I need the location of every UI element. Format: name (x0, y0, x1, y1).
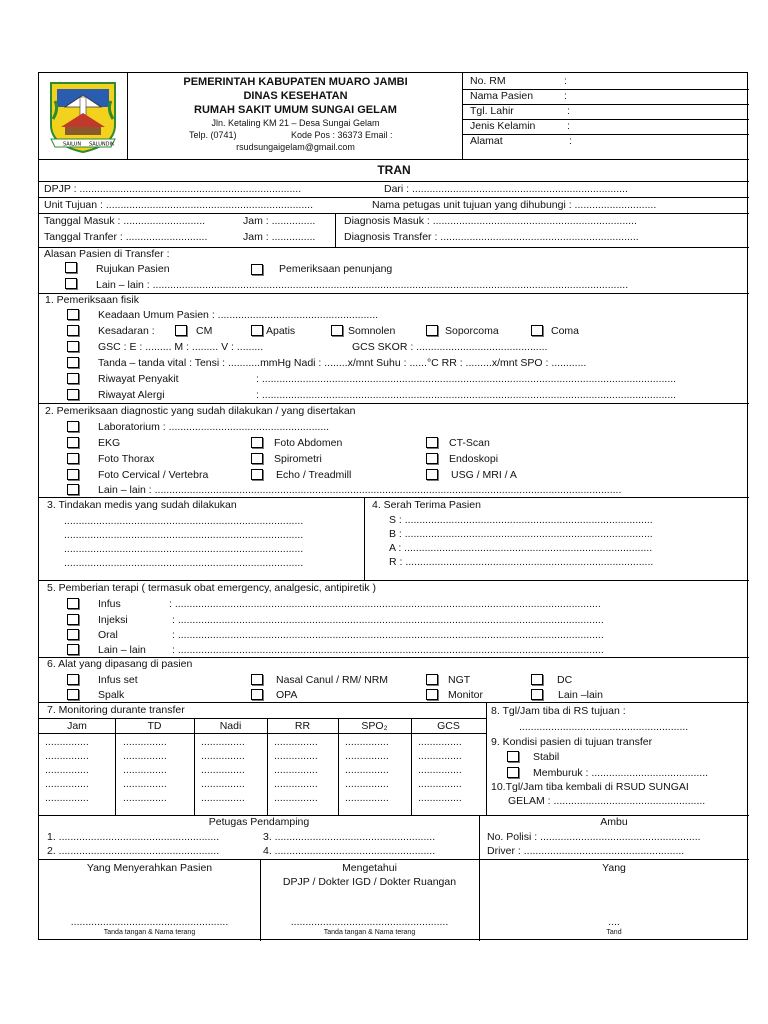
checkbox-usg[interactable] (426, 469, 438, 480)
checkbox-stabil[interactable] (507, 751, 519, 762)
s9-title: 9. Kondisi pasien di tujuan transfer (491, 736, 653, 748)
label-riwayat-penyakit: Riwayat Penyakit (98, 373, 179, 385)
field-tindakan-1[interactable]: .................................................................................. (64, 515, 304, 527)
col-td: TD (147, 720, 162, 732)
label-ekg: EKG (98, 437, 121, 449)
s2-title: 2. Pemeriksaan diagnostic yang sudah dilakukan / yang disertakan (45, 405, 356, 417)
field-tindakan-4[interactable]: .................................................................................. (64, 557, 304, 569)
checkbox-foto-cervical[interactable] (67, 469, 79, 480)
field-injeksi[interactable]: : .................................................................................................................................................. (172, 614, 604, 626)
label-ctscan: CT-Scan (449, 437, 490, 449)
field-terapi-lain[interactable]: : .................................................................................................................................................. (172, 644, 604, 656)
checkbox-keadaan[interactable] (67, 309, 79, 320)
label-monitor: Monitor (448, 689, 484, 701)
label-riwayat-alergi: Riwayat Alergi (98, 389, 165, 401)
cell-spo2-4[interactable]: ............... (345, 778, 389, 790)
cell-rr-5[interactable]: ............... (274, 792, 318, 804)
checkbox-dc[interactable] (531, 674, 543, 685)
sig-mengetahui-title: Mengetahui (342, 862, 397, 874)
ambulan-title: Ambu (600, 816, 628, 828)
field-serah-b[interactable]: B : ..................................................................................... (389, 528, 653, 540)
sig-menerima-caption: Tand (606, 929, 622, 936)
label-coma: Coma (551, 325, 580, 337)
label-foto-thorax: Foto Thorax (98, 453, 155, 465)
col-nadi: Nadi (219, 720, 242, 732)
field-unit-tujuan[interactable]: Unit Tujuan : ....................................................................... (44, 199, 313, 211)
label-somnolen: Somnolen (348, 325, 396, 337)
header-email: rsudsungaigelam@gmail.com (236, 142, 355, 152)
cell-rr-2[interactable]: ............... (274, 750, 318, 762)
header-telp: Telp. (0741) (189, 130, 237, 140)
checkbox-lab[interactable] (67, 421, 79, 432)
field-tiba-kembali[interactable]: GELAM : .................................................... (508, 795, 706, 807)
cell-nadi-4[interactable]: ............... (201, 778, 245, 790)
cell-jam-2[interactable]: ............... (45, 750, 89, 762)
field-diag-lain[interactable]: Lain – lain : ................................................................................................................................................................ (98, 484, 622, 496)
label-nama-pasien: Nama Pasien (470, 90, 534, 102)
label-jenis-kelamin: Jenis Kelamin (470, 120, 536, 132)
header-address: Jln. Ketaling KM 21 – Desa Sungai Gelam (211, 118, 380, 128)
colon: : (564, 75, 567, 87)
checkbox-foto-abdomen[interactable] (251, 437, 263, 448)
cell-jam-5[interactable]: ............... (45, 792, 89, 804)
field-gcs-skor[interactable]: GCS SKOR : ............................................. (352, 341, 548, 353)
label-spalk: Spalk (98, 689, 125, 701)
checkbox-opa[interactable] (251, 689, 263, 700)
cell-td-5[interactable]: ............... (123, 792, 167, 804)
s8-title: 8. Tgl/Jam tiba di RS tujuan : (491, 705, 626, 717)
field-diagnosis-transfer[interactable]: Diagnosis Transfer : .................................................................... (344, 231, 639, 243)
cell-spo2-3[interactable]: ............... (345, 764, 389, 776)
label-oral: Oral (98, 629, 118, 641)
col-rr: RR (294, 720, 311, 732)
checkbox-endoskopi[interactable] (426, 453, 438, 464)
checkbox-cm[interactable] (175, 325, 187, 336)
label-foto-abdomen: Foto Abdomen (274, 437, 343, 449)
cell-nadi-2[interactable]: ............... (201, 750, 245, 762)
header-line3: RUMAH SAKIT UMUM SUNGAI GELAM (194, 104, 397, 116)
label-alamat: Alamat (470, 135, 503, 147)
cell-nadi-3[interactable]: ............... (201, 764, 245, 776)
field-petugas-3[interactable]: 3. ....................................................... (263, 831, 436, 843)
label-spirometri: Spirometri (274, 453, 322, 465)
cell-td-3[interactable]: ............... (123, 764, 167, 776)
checkbox-penunjang[interactable] (251, 264, 263, 275)
cell-spo2-2[interactable]: ............... (345, 750, 389, 762)
checkbox-coma[interactable] (531, 325, 543, 336)
field-diagnosis-masuk[interactable]: Diagnosis Masuk : ...................................................................... (344, 215, 637, 227)
sig-mengetahui-sub: DPJP / Dokter IGD / Dokter Ruangan (282, 876, 457, 888)
field-gsc[interactable]: GSC : E : ......... M : ......... V : ......... (98, 341, 264, 353)
sig-mengetahui-caption: Tanda tangan & Nama terang (323, 929, 416, 936)
field-driver[interactable]: Driver : ....................................................... (487, 845, 685, 857)
svg-text:SALUNDIK: SALUNDIK (89, 141, 115, 148)
label-rujukan: Rujukan Pasien (96, 263, 170, 275)
field-tiba-rs-tujuan[interactable]: .......................................................... (519, 721, 689, 733)
label-no-rm: No. RM (470, 75, 506, 87)
sig-menerima-title: Yang (602, 862, 626, 874)
checkbox-ekg[interactable] (67, 437, 79, 448)
checkbox-riwayat-alergi[interactable] (67, 389, 79, 400)
cell-rr-1[interactable]: ............... (274, 736, 318, 748)
s5-title: 5. Pemberian terapi ( termasuk obat emergency, analgesic, antipiretik ) (47, 582, 376, 594)
checkbox-apatis[interactable] (251, 325, 263, 336)
field-tanda-vital[interactable]: Tanda – tanda vital : Tensi : ...........mmHg Nadi : ........x/mnt Suhu : ......°C RR : .........x/mnt SPO : ............ (98, 357, 587, 369)
s4-title: 4. Serah Terima Pasien (372, 499, 481, 511)
petugas-title: Petugas Pendamping (208, 816, 310, 828)
col-gcs: GCS (437, 720, 460, 732)
header-line1: PEMERINTAH KABUPATEN MUARO JAMBI (183, 76, 408, 88)
cell-nadi-5[interactable]: ............... (201, 792, 245, 804)
label-cm: CM (196, 325, 213, 337)
field-petugas-1[interactable]: 1. ....................................................... (47, 831, 220, 843)
field-laboratorium[interactable]: Laboratorium : ....................................................... (98, 421, 330, 433)
s6-title: 6. Alat yang dipasang di pasien (47, 658, 193, 670)
colon: : (569, 135, 572, 147)
checkbox-injeksi[interactable] (67, 614, 79, 625)
label-echo: Echo / Treadmill (276, 469, 352, 481)
checkbox-echo[interactable] (251, 469, 263, 480)
field-infus[interactable]: : .................................................................................................................................................. (169, 598, 601, 610)
field-dpjp[interactable]: DPJP : ............................................................................ (44, 183, 302, 195)
cell-jam-4[interactable]: ............... (45, 778, 89, 790)
field-petugas-4[interactable]: 4. ....................................................... (263, 845, 436, 857)
form-title: TRAN (377, 163, 411, 177)
cell-rr-4[interactable]: ............... (274, 778, 318, 790)
checkbox-alat-lain[interactable] (531, 689, 543, 700)
field-serah-a[interactable]: A : ..................................................................................... (389, 542, 653, 554)
hospital-logo (43, 79, 123, 155)
s10-line1: 10.Tgl/Jam tiba kembali di RSUD SUNGAI (491, 781, 689, 793)
label-infus: Infus (98, 598, 121, 610)
field-serah-s[interactable]: S : ..................................................................................... (389, 514, 653, 526)
cell-spo2-5[interactable]: ............... (345, 792, 389, 804)
cell-td-4[interactable]: ............... (123, 778, 167, 790)
field-no-polisi[interactable]: No. Polisi : ....................................................... (487, 831, 701, 843)
field-keadaan[interactable]: Keadaan Umum Pasien : ....................................................... (98, 309, 379, 321)
field-jam-masuk[interactable]: Jam : ............... (243, 215, 316, 227)
transfer-form (38, 72, 748, 940)
cell-gcs-5[interactable]: ............... (418, 792, 462, 804)
label-ngt: NGT (448, 674, 471, 686)
label-nasal: Nasal Canul / RM/ NRM (276, 674, 389, 686)
cell-nadi-1[interactable]: ............... (201, 736, 245, 748)
label-usg: USG / MRI / A (451, 469, 517, 481)
label-infus-set: Infus set (98, 674, 138, 686)
cell-td-2[interactable]: ............... (123, 750, 167, 762)
checkbox-riwayat-penyakit[interactable] (67, 373, 79, 384)
cell-jam-3[interactable]: ............... (45, 764, 89, 776)
header-kodepos: Kode Pos : 36373 Email : (291, 130, 393, 140)
field-riwayat-penyakit[interactable]: : .............................................................................................................................................. (256, 373, 677, 385)
field-alasan-lain[interactable]: Lain – lain : ................................................................................................................................................................... (96, 279, 629, 291)
checkbox-ttv[interactable] (67, 357, 79, 368)
checkbox-ngt[interactable] (426, 674, 438, 685)
colon: : (567, 105, 570, 117)
label-kesadaran: Kesadaran : (98, 325, 155, 337)
label-tgl-lahir: Tgl. Lahir (470, 105, 514, 117)
cell-gcs-3[interactable]: ............... (418, 764, 462, 776)
sig-menyerahkan-line[interactable]: ...................................................... (70, 916, 229, 928)
col-jam: Jam (67, 720, 87, 732)
cell-td-1[interactable]: ............... (123, 736, 167, 748)
checkbox-memburuk[interactable] (507, 767, 519, 778)
checkbox-spirometri[interactable] (251, 453, 263, 464)
cell-jam-1[interactable]: ............... (45, 736, 89, 748)
checkbox-soporcoma[interactable] (426, 325, 438, 336)
field-jam-transfer[interactable]: Jam : ............... (243, 231, 316, 243)
cell-gcs-1[interactable]: ............... (418, 736, 462, 748)
s1-title: 1. Pemeriksaan fisik (45, 294, 139, 306)
field-riwayat-alergi[interactable]: : .............................................................................................................................................. (256, 389, 677, 401)
field-oral[interactable]: : .................................................................................................................................................. (172, 629, 604, 641)
checkbox-nasal[interactable] (251, 674, 263, 685)
checkbox-infus-set[interactable] (67, 674, 79, 685)
label-alat-lain: Lain –lain (558, 689, 603, 701)
checkbox-alasan-lain[interactable] (65, 278, 77, 289)
s7-title: 7. Monitoring durante transfer (47, 704, 185, 716)
cell-gcs-2[interactable]: ............... (418, 750, 462, 762)
field-petugas-2[interactable]: 2. ....................................................... (47, 845, 220, 857)
checkbox-infus[interactable] (67, 598, 79, 609)
label-stabil: Stabil (533, 751, 560, 763)
checkbox-ctscan[interactable] (426, 437, 438, 448)
field-dari[interactable]: Dari : .......................................................................... (384, 183, 628, 195)
label-penunjang: Pemeriksaan penunjang (279, 263, 393, 275)
checkbox-gsc[interactable] (67, 341, 79, 352)
checkbox-terapi-lain[interactable] (67, 644, 79, 655)
field-memburuk[interactable]: Memburuk : ........................................ (533, 767, 709, 779)
colon: : (564, 90, 567, 102)
label-endoskopi: Endoskopi (449, 453, 499, 465)
sig-menyerahkan-title: Yang Menyerahkan Pasien (86, 862, 213, 874)
label-opa: OPA (276, 689, 298, 701)
field-serah-r[interactable]: R : ..................................................................................... (389, 556, 654, 568)
checkbox-foto-thorax[interactable] (67, 453, 79, 464)
checkbox-oral[interactable] (67, 629, 79, 640)
label-dc: DC (557, 674, 573, 686)
checkbox-monitor[interactable] (426, 689, 438, 700)
cell-spo2-1[interactable]: ............... (345, 736, 389, 748)
field-tanggal-masuk[interactable]: Tanggal Masuk : ............................ (44, 215, 206, 227)
svg-text:SAILUN: SAILUN (63, 141, 82, 148)
cell-rr-3[interactable]: ............... (274, 764, 318, 776)
cell-gcs-4[interactable]: ............... (418, 778, 462, 790)
checkbox-kesadaran[interactable] (67, 325, 79, 336)
label-injeksi: Injeksi (98, 614, 128, 626)
checkbox-diag-lain[interactable] (67, 484, 79, 495)
field-tindakan-2[interactable]: .................................................................................. (64, 529, 304, 541)
s3-title: 3. Tindakan medis yang sudah dilakukan (47, 499, 237, 511)
checkbox-spalk[interactable] (67, 689, 79, 700)
header-line2: DINAS KESEHATAN (243, 90, 348, 102)
sig-mengetahui-line[interactable]: ...................................................... (290, 916, 449, 928)
sig-menerima-line[interactable]: .... (608, 916, 620, 928)
checkbox-rujukan[interactable] (65, 262, 77, 273)
label-foto-cervical: Foto Cervical / Vertebra (98, 469, 209, 481)
checkbox-somnolen[interactable] (331, 325, 343, 336)
label-terapi-lain: Lain – lain (98, 644, 146, 656)
field-nama-petugas[interactable]: Nama petugas unit tujuan yang dihubungi : ............................ (372, 199, 657, 211)
field-tindakan-3[interactable]: .................................................................................. (64, 543, 304, 555)
label-soporcoma: Soporcoma (445, 325, 499, 337)
sig-menyerahkan-caption: Tanda tangan & Nama terang (103, 929, 196, 936)
label-apatis: Apatis (266, 325, 296, 337)
field-tanggal-transfer[interactable]: Tanggal Tranfer : ............................ (44, 231, 208, 243)
colon: : (567, 120, 570, 132)
col-spo2: SPO₂ (361, 720, 388, 732)
alasan-title: Alasan Pasien di Transfer : (44, 248, 170, 260)
